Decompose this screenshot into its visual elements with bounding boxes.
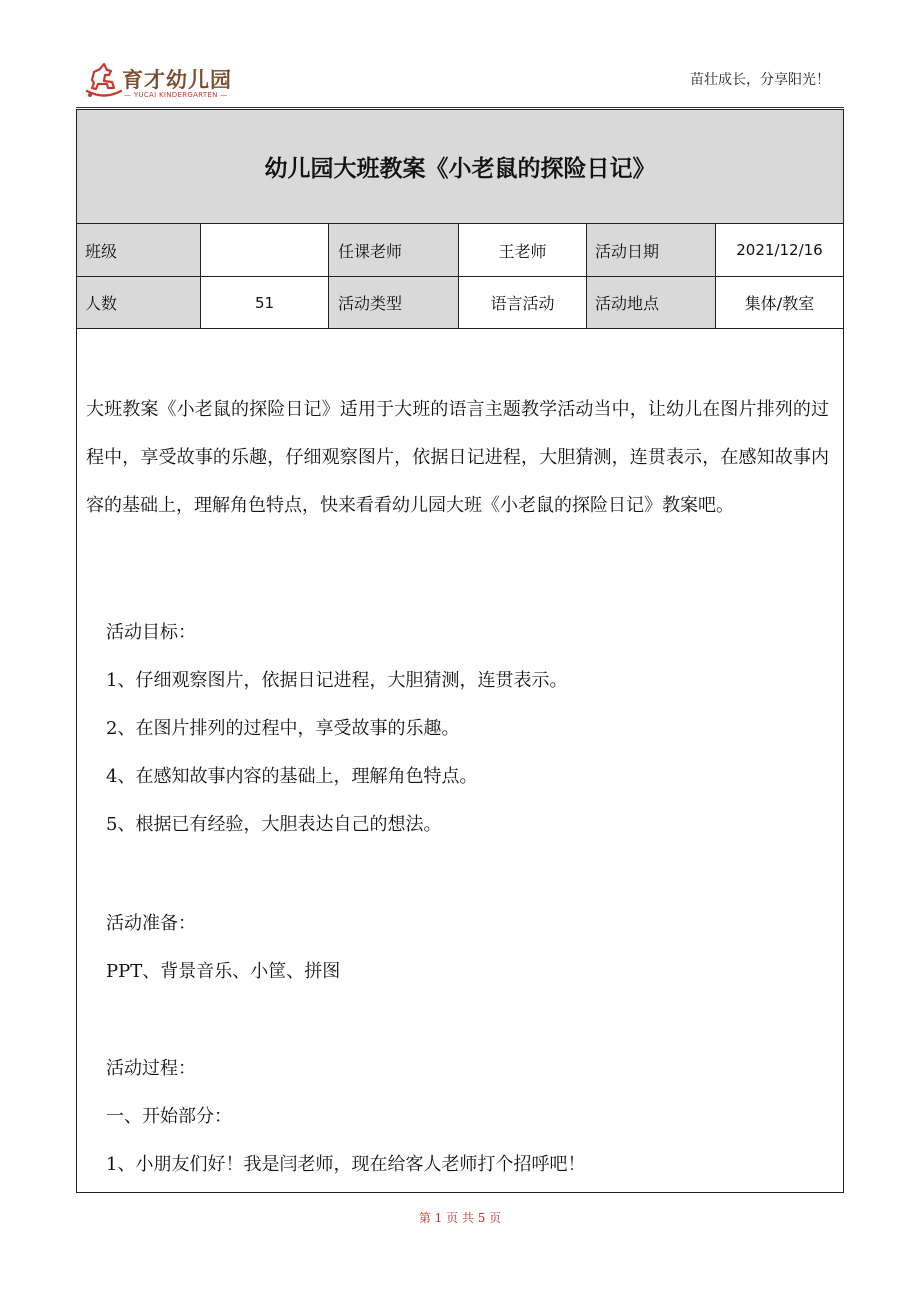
logo-subtitle: — YUCAI KINDERGARTEN —: [124, 91, 228, 99]
lesson-content: [77, 330, 843, 1192]
process-heading: 活动过程：: [106, 1058, 196, 1079]
goals-heading: 活动目标：: [106, 622, 196, 643]
count-label: 人数: [77, 277, 201, 328]
class-value: [201, 224, 329, 276]
type-label: 活动类型: [329, 277, 459, 328]
place-label: 活动地点: [587, 277, 716, 328]
logo-name: 育才幼儿园: [122, 68, 232, 92]
type-value: 语言活动: [459, 277, 587, 328]
goal-item: 5、根据已有经验，大胆表达自己的想法。: [106, 814, 442, 835]
rocking-horse-icon: [84, 60, 124, 102]
slogan: 苗壮成长，分享阳光！: [690, 72, 830, 88]
prep-text: PPT、背景音乐、小筐、拼图: [106, 961, 341, 982]
intro-paragraph: 大班教案《小老鼠的探险日记》适用于大班的语言主题教学活动当中，让幼儿在图片排列的过程中，享受故事的乐趣，仔细观察图片，依据日记进程，大胆猜测，连贯表示，在感知故事内容的基础上，理解角色特点，快来看看幼儿园大班《小老鼠的探险日记》教案吧。: [86, 399, 829, 516]
process-line: 1、小朋友们好！我是闫老师，现在给客人老师打个招呼吧！: [106, 1154, 586, 1175]
page-title: 幼儿园大班教案《小老鼠的探险日记》: [264, 156, 656, 182]
page-footer: 第 1 页 共 5 页: [418, 1211, 502, 1225]
goal-item: 1、仔细观察图片，依据日记进程，大胆猜测，连贯表示。: [106, 670, 568, 691]
logo: [84, 60, 244, 106]
info-row-1: [77, 224, 843, 277]
title-bar: [77, 110, 843, 224]
place-value: 集体/教室: [716, 277, 843, 328]
goal-item: 4、在感知故事内容的基础上，理解角色特点。: [106, 766, 478, 787]
lesson-plan-table: [76, 109, 844, 1193]
count-value: 51: [201, 277, 329, 328]
date-label: 活动日期: [587, 224, 716, 276]
date-value: 2021/12/16: [716, 224, 843, 276]
info-row-2: [77, 277, 843, 329]
class-label: 班级: [77, 224, 201, 276]
goal-item: 2、在图片排列的过程中，享受故事的乐趣。: [106, 718, 460, 739]
teacher-value: 王老师: [459, 224, 587, 276]
header-divider: [76, 107, 844, 108]
teacher-label: 任课老师: [329, 224, 459, 276]
process-subheading: 一、开始部分：: [106, 1106, 232, 1127]
prep-heading: 活动准备：: [106, 913, 196, 934]
